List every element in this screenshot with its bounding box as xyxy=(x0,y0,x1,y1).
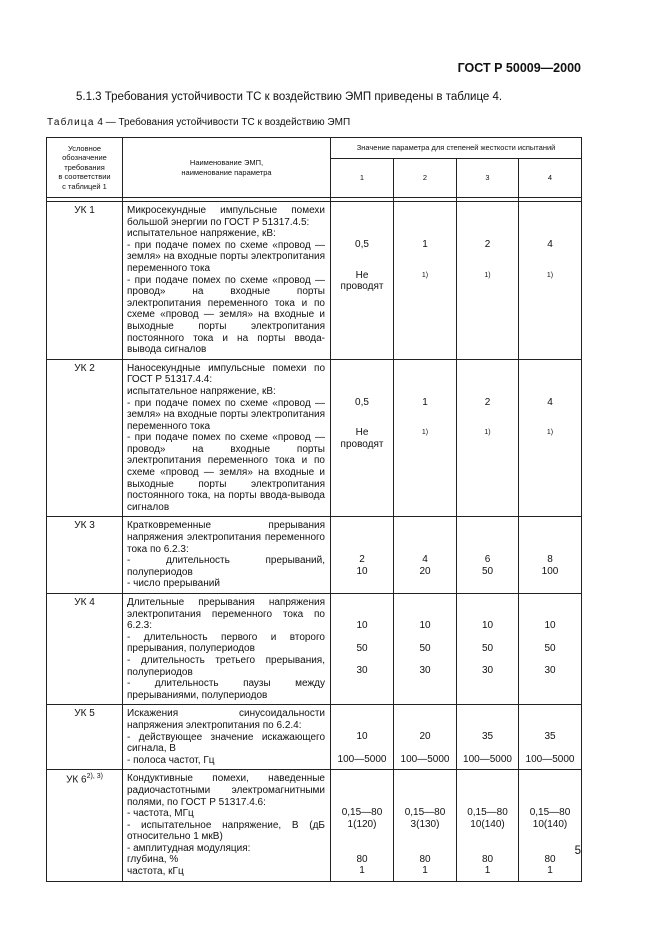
value-item: 100—5000 xyxy=(400,753,450,765)
value-item: 0,5 xyxy=(355,396,369,408)
value-item: 20 xyxy=(419,566,431,578)
footnote-ref: 1) xyxy=(484,429,491,437)
name-line: - длительность прерываний, полупериодов xyxy=(127,555,325,578)
value-level-2 xyxy=(394,517,457,594)
value-item: 1 xyxy=(422,865,428,877)
value-level-1 xyxy=(331,594,394,705)
value-item: Не xyxy=(355,269,369,281)
name-line: - полоса частот, Гц xyxy=(127,754,215,766)
value-level-3 xyxy=(457,770,519,881)
header-condition-line: обозначение xyxy=(62,153,107,163)
name-line: Наносекундные импульсные помехи по ГОСТ Р 51317.4.4: xyxy=(127,362,325,386)
value-level-1 xyxy=(331,359,394,517)
footnote-ref: 1) xyxy=(546,271,554,279)
name-line: - при подаче помех по схеме «провод — земля» на входные порты электропитания переменного тока xyxy=(127,239,325,274)
value-item: 4 xyxy=(547,396,553,408)
value-item: 4 xyxy=(547,239,553,250)
value-level-4 xyxy=(519,594,582,705)
value-item: 0,15—80 xyxy=(404,807,446,819)
name-line: - длительность третьего прерывания, полупериодов xyxy=(127,654,325,678)
name-line: Микросекундные импульсные помехи большой энергии по ГОСТ Р 51317.4.5: xyxy=(127,205,325,228)
name-line: частота, кГц xyxy=(127,866,184,878)
header-condition-line: требования xyxy=(64,162,105,172)
name-line: Длительные прерывания напряжения электропитания переменного тока по 6.2.3: xyxy=(127,597,325,632)
value-level-4 xyxy=(519,202,582,360)
value-item: 4 xyxy=(422,554,428,566)
value-level-1 xyxy=(331,770,394,881)
name-line: Кондуктивные помехи, наведенные радиочастотными электромагнитными полями, по ГОСТ Р 51317.4.6: xyxy=(127,773,325,808)
param-name xyxy=(123,517,331,594)
value-item: 10 xyxy=(544,620,556,631)
value-level-1 xyxy=(331,202,394,360)
header-name-line: Наименование ЭМП, xyxy=(189,158,264,167)
name-line: - при подаче помех по схеме «провод — земля» на входные порты электропитания переменного тока xyxy=(127,397,325,432)
value-level-3 xyxy=(457,705,519,770)
footnote-ref: 1) xyxy=(421,429,429,437)
value-item: 50 xyxy=(481,642,494,654)
value-item: 30 xyxy=(419,665,431,677)
value-level-4 xyxy=(519,705,582,770)
req-code-text: УК 6 xyxy=(66,774,87,786)
value-item: 50 xyxy=(481,566,494,578)
value-item: 30 xyxy=(356,665,368,677)
param-name xyxy=(123,705,331,770)
table-row-uk2 xyxy=(47,359,582,517)
value-item: 80 xyxy=(481,853,494,865)
param-name xyxy=(123,770,331,881)
value-item: 0,15—80 xyxy=(467,807,508,819)
value-item: 10 xyxy=(419,620,431,631)
value-level-3 xyxy=(457,359,519,517)
header-condition-line: в соответствии xyxy=(58,172,111,182)
value-item: 10 xyxy=(356,731,368,743)
param-name xyxy=(123,594,331,705)
param-name xyxy=(123,359,331,517)
param-name xyxy=(123,202,331,360)
footnote-ref: 1) xyxy=(546,429,554,437)
header-level-1: 1 xyxy=(331,159,394,198)
value-item: 30 xyxy=(544,665,556,677)
value-item: 50 xyxy=(419,642,431,654)
value-level-3 xyxy=(457,202,519,360)
value-level-2 xyxy=(394,770,457,881)
value-item: 20 xyxy=(419,731,431,743)
req-code xyxy=(47,770,123,881)
name-line: испытательное напряжение, кВ: xyxy=(127,228,276,240)
value-item: 80 xyxy=(544,853,556,865)
table-caption xyxy=(47,117,350,128)
req-code: УК 2 xyxy=(47,359,123,517)
value-level-2 xyxy=(394,359,457,517)
req-code: УК 3 xyxy=(47,517,123,594)
value-item: 0,5 xyxy=(355,239,369,250)
header-name-line: наименование параметра xyxy=(181,167,272,177)
name-line: - при подаче помех по схеме «провод — провод» на входные порты электропитания переменного тока и по схеме «провод — земля» на входные и выходные порты электропитания постоянного тока, на порты ввода-вывода сигналов xyxy=(127,432,325,513)
page-number: 5 xyxy=(574,845,581,857)
header-level-3: 3 xyxy=(457,159,519,198)
header-level-4: 4 xyxy=(519,159,582,198)
name-line: Искажения синусоидальности напряжения электропитания по 6.2.4: xyxy=(127,708,325,731)
value-item: 100—5000 xyxy=(463,753,512,765)
value-item: 100—5000 xyxy=(525,753,575,765)
value-item: 1(120) xyxy=(347,818,377,830)
header-level-2: 2 xyxy=(394,159,457,198)
document-id: ГОСТ Р 50009—2000 xyxy=(457,61,581,75)
value-level-1 xyxy=(331,705,394,770)
value-item: 50 xyxy=(356,642,368,654)
header-condition-line: с таблицей 1 xyxy=(62,181,107,191)
value-item: 6 xyxy=(484,554,491,566)
table-row-uk3 xyxy=(47,517,582,594)
header-condition xyxy=(47,138,123,198)
value-item: 100—5000 xyxy=(337,753,387,765)
name-line: - число прерываний xyxy=(127,578,220,590)
value-item: 80 xyxy=(419,853,431,865)
value-item: проводят xyxy=(340,438,384,450)
value-item: 35 xyxy=(481,731,494,743)
name-line: - амплитудная модуляция: xyxy=(127,842,251,854)
name-line: глубина, % xyxy=(127,854,179,866)
value-item: 0,15—80 xyxy=(341,807,383,819)
header-condition-line: Условное xyxy=(67,143,102,153)
value-item: 8 xyxy=(547,554,553,566)
value-item: 10 xyxy=(356,566,368,578)
value-level-4 xyxy=(519,770,582,881)
value-item: 30 xyxy=(481,665,494,677)
name-line: испытательное напряжение, кВ: xyxy=(127,385,276,397)
table-row-uk6 xyxy=(47,770,582,881)
intro-paragraph: 5.1.3 Требования устойчивости ТС к воздействию ЭМП приведены в таблице 4. xyxy=(76,91,503,103)
value-item: 10 xyxy=(356,620,368,631)
req-code: УК 4 xyxy=(47,594,123,705)
value-item: 80 xyxy=(356,853,368,865)
caption-rest: 4 — Требования устойчивости ТС к воздействию ЭМП xyxy=(94,117,351,128)
name-line: - действующее значение искажающего сигнала, В xyxy=(127,731,325,755)
value-level-4 xyxy=(519,359,582,517)
footnote-ref: 2), 3) xyxy=(86,773,103,781)
value-item: Не xyxy=(355,427,369,439)
value-item: 1 xyxy=(422,396,428,408)
value-item: 1 xyxy=(422,239,428,250)
value-item: 2 xyxy=(484,396,491,408)
value-level-3 xyxy=(457,517,519,594)
value-level-2 xyxy=(394,594,457,705)
value-item: 50 xyxy=(544,642,556,654)
requirements-table xyxy=(46,137,582,882)
value-item: 10(140) xyxy=(470,818,505,830)
value-item: 1 xyxy=(359,865,365,877)
header-values-group: Значение параметра для степеней жесткости испытаний xyxy=(331,138,582,159)
value-level-1 xyxy=(331,517,394,594)
footnote-ref: 1) xyxy=(421,271,429,279)
value-item: 1 xyxy=(484,865,491,877)
footnote-ref: 1) xyxy=(484,271,491,279)
name-line: - длительность паузы между прерываниями, полупериодов xyxy=(127,678,325,701)
value-item: 10(140) xyxy=(532,818,568,830)
value-item: проводят xyxy=(340,281,384,293)
name-line: - длительность первого и второго прерывания, полупериодов xyxy=(127,631,325,655)
value-item: 35 xyxy=(544,731,556,743)
table-row-uk1 xyxy=(47,202,582,360)
name-line: - испытательное напряжение, В (дБ относительно 1 мкВ) xyxy=(127,819,325,843)
value-item: 2 xyxy=(359,554,365,566)
req-code: УК 5 xyxy=(47,705,123,770)
name-line: Кратковременные прерывания напряжения электропитания переменного тока по 6.2.3: xyxy=(127,520,325,555)
name-line: - при подаче помех по схеме «провод — провод» на входные порты электропитания переменного тока и по схеме «провод — земля» на входные и выходные порты электропитания постоянного тока и на порты ввода-вывода сигналов xyxy=(127,274,325,356)
value-level-3 xyxy=(457,594,519,705)
caption-word: Таблица xyxy=(47,117,95,128)
name-line: - частота, МГц xyxy=(127,808,194,820)
value-item: 100 xyxy=(541,566,559,578)
value-item: 1 xyxy=(547,865,553,877)
value-level-2 xyxy=(394,705,457,770)
value-item: 0,15—80 xyxy=(529,807,571,819)
header-name xyxy=(123,138,331,198)
table-row-uk4 xyxy=(47,594,582,705)
value-item: 2 xyxy=(484,239,491,250)
value-item: 3(130) xyxy=(410,818,440,830)
value-level-2 xyxy=(394,202,457,360)
table-row-uk5 xyxy=(47,705,582,770)
value-level-4 xyxy=(519,517,582,594)
value-item: 10 xyxy=(481,620,494,631)
req-code: УК 1 xyxy=(47,202,123,360)
